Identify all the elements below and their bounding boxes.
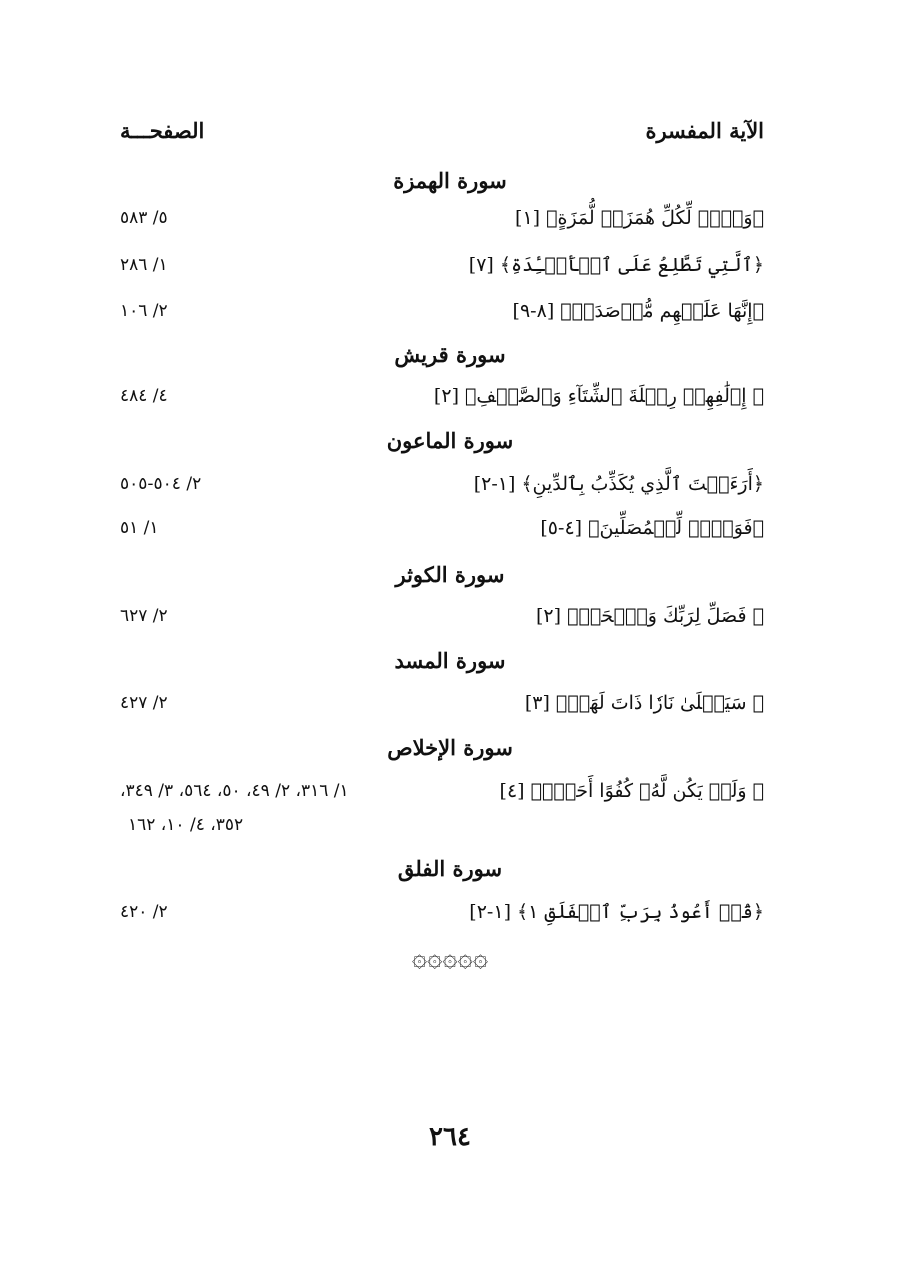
verse-text: ﴿ وَلَمۡ يَكُن لَّهُۥ كُفُوًا أَحَدُۢ﴾ [٤]: [499, 780, 764, 802]
surah-heading: سورة الإخلاص: [387, 735, 513, 760]
index-row: [120, 469, 764, 499]
surah-heading: سورة قريش: [394, 342, 506, 367]
page-number: ٢٦٤: [429, 1122, 471, 1152]
index-row: [120, 688, 764, 718]
index-row: [120, 513, 764, 543]
index-row: [120, 776, 764, 806]
verse-text: ﴿ سَيَصۡلَىٰ نَارٗا ذَاتَ لَهَبٖ﴾ [٣]: [524, 692, 764, 714]
index-row: [120, 203, 764, 233]
page-reference: ١/ ٣١٦، ٢/ ٤٩، ٥٠، ٥٦٤، ٣/ ٣٤٩،: [120, 781, 349, 801]
page-reference: ٢/ ٥٠٤-٥٠٥: [120, 474, 202, 494]
table-header: [120, 118, 764, 143]
page-reference-continued: ٣٥٢، ٤/ ١٠، ١٦٢: [128, 815, 244, 835]
index-row: [120, 897, 764, 927]
page-reference: ٢/ ١٠٦: [120, 301, 168, 321]
ornament-divider: ۞۞۞۞۞: [411, 943, 489, 973]
page-reference: ٥/ ٥٨٣: [120, 208, 168, 228]
surah-heading: سورة الهمزة: [393, 168, 507, 193]
page-reference: ١/ ٥١: [120, 518, 159, 538]
page-reference: ١/ ٢٨٦: [120, 255, 168, 275]
index-row: [120, 601, 764, 631]
verse-text: ﴿ٱلَّتِي تَطَّلِعُ عَلَى ٱلۡأَفۡـِٔدَةِ﴾ [٧]: [468, 254, 764, 276]
surah-heading: سورة الفلق: [397, 856, 503, 881]
page-reference: ٤/ ٤٨٤: [120, 386, 168, 406]
verse-text: ﴿أَرَءَيۡتَ ٱلَّذِي يُكَذِّبُ بِٱلدِّينِ﴾ [١-٢]: [473, 473, 764, 495]
verse-text: ﴿ إِۦلَٰفِهِمۡ رِحۡلَةَ ٱلشِّتَآءِ وَٱلصَّيۡفِ﴾ [٢]: [433, 385, 764, 407]
verse-text: ﴿فَوَيۡلٞ لِّلۡمُصَلِّينَ﴾ [٤-٥]: [540, 517, 764, 539]
surah-heading: سورة الكوثر: [395, 562, 505, 587]
verse-text: ﴿وَيۡلٞ لِّكُلِّ هُمَزَةٖ لُّمَزَةٍ﴾ [١]: [515, 207, 764, 229]
page-column-heading: الصفحـــة: [120, 118, 205, 143]
page-reference: ٢/ ٤٢٧: [120, 693, 168, 713]
verse-text: ﴿ فَصَلِّ لِرَبِّكَ وَٱنۡحَرۡ﴾ [٢]: [536, 605, 764, 627]
verse-text: ﴿قُلۡ أَعُوذُ بِرَبِّ ٱلۡفَلَقِ ١﴾ [١-٢]: [469, 901, 764, 923]
surah-heading: سورة المسد: [394, 648, 506, 673]
verse-text: ﴿إِنَّهَا عَلَيۡهِم مُّؤۡصَدَةٞ﴾ [٨-٩]: [512, 300, 764, 322]
verse-column-heading: الآية المفسرة: [645, 118, 764, 143]
surah-heading: سورة الماعون: [386, 428, 514, 453]
index-row: [120, 296, 764, 326]
index-row: [120, 250, 764, 280]
index-row: [120, 381, 764, 411]
page-reference: ٢/ ٤٢٠: [120, 902, 168, 922]
page-reference: ٢/ ٦٢٧: [120, 606, 168, 626]
